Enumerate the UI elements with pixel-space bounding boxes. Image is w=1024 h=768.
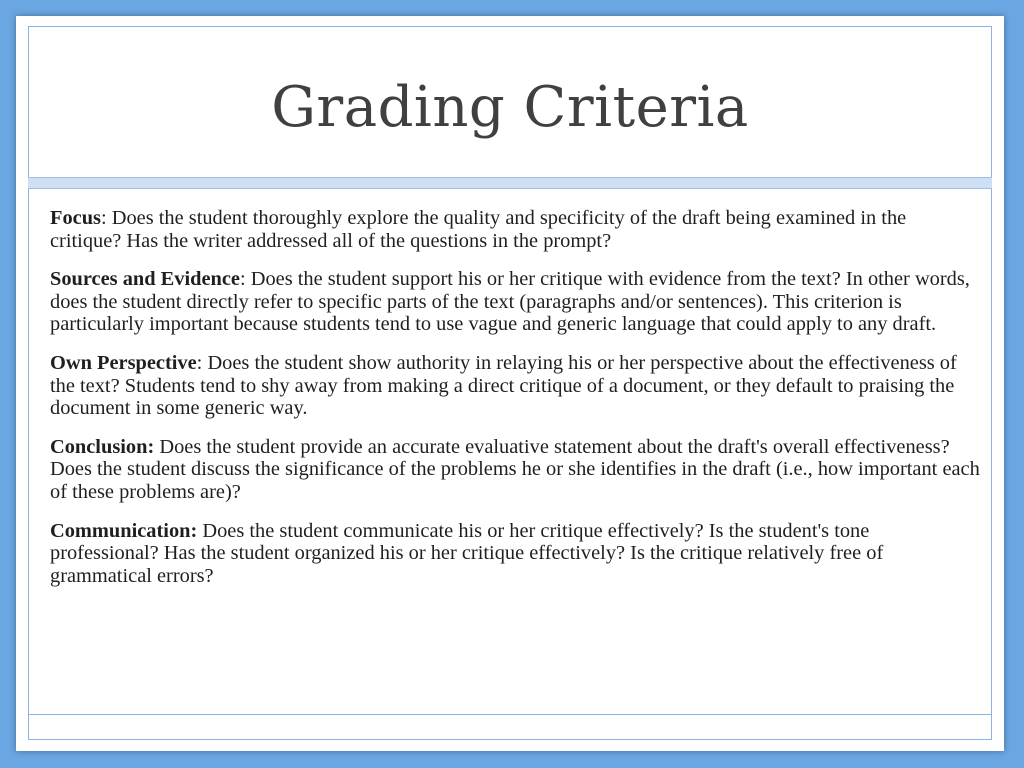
criterion-term: Sources and Evidence [50,268,240,291]
criteria-list [50,207,980,603]
criterion-conclusion [50,436,980,504]
slide [16,16,1004,751]
criterion-term: Conclusion: [50,435,155,458]
criterion-communication [50,520,980,588]
criterion-term: Focus [50,207,101,229]
criterion-focus [50,207,980,252]
criterion-description: Does the student communicate his or her critique effectively? Is the student's tone professional? Has the student organized his or her critique effectively? Is the critique relatively free of grammatical errors? [50,519,884,587]
slide-title: Grading Criteria [271,75,749,140]
criterion-description: Does the student provide an accurate evaluative statement about the draft's overall effectiveness? Does the student discuss the significance of the problems he or she identifies in the draft (i.e., how important each of these problems are)? [50,435,980,503]
criterion-own-perspective [50,352,980,420]
title-divider-band [28,177,992,189]
criterion-separator: : [239,268,251,291]
footer-divider-line [28,714,992,715]
criterion-description: Does the student show authority in relaying his or her perspective about the effectiveness of the text? Students tend to shy away from making a direct critique of a document, or they default to praising the document in some generic way. [50,351,957,420]
criterion-description: Does the student thoroughly explore the quality and specificity of the draft being examined in the critique? Has the writer addressed all of the questions in the prompt? [50,207,907,252]
criterion-description: Does the student support his or her critique with evidence from the text? In other words, does the student directly refer to specific parts of the text (paragraphs and/or sentences). This criterion is particularly important because students tend to use vague and generic language that could apply to any draft. [50,268,970,336]
criterion-separator: : [196,351,208,374]
criterion-sources-and-evidence [50,268,980,336]
criterion-separator: : [100,207,112,229]
criterion-term: Own Perspective [50,351,197,374]
criterion-term: Communication: [50,519,198,542]
